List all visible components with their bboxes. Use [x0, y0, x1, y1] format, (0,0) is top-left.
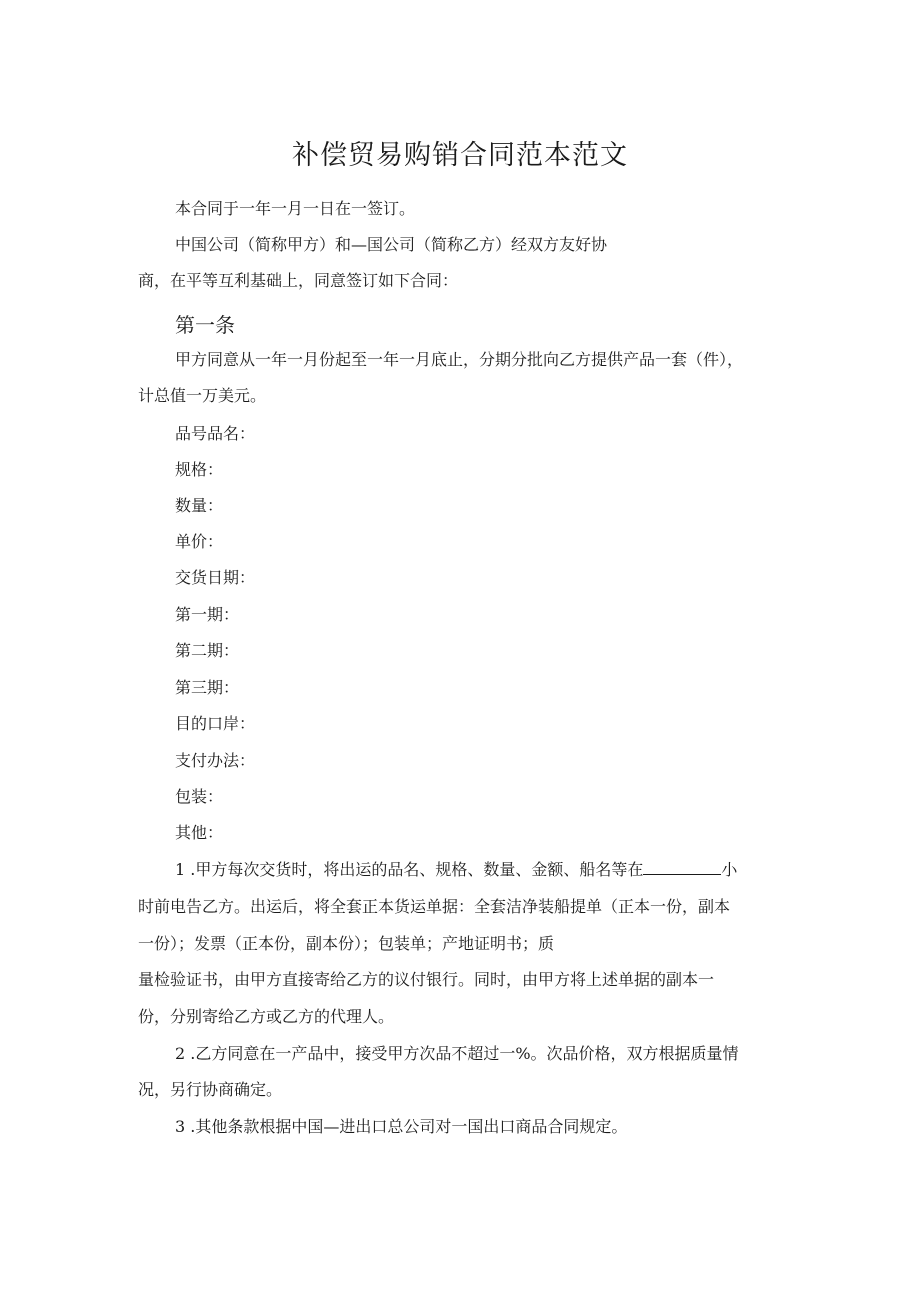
article-1-heading: 第一条	[175, 313, 235, 337]
field-phase-1: 第一期：	[175, 605, 240, 624]
intro-line-2: 中国公司（简称甲方）和—国公司（简称乙方）经双方友好协	[175, 235, 608, 254]
clause-1-line-4: 量检验证书，由甲方直接寄给乙方的议付银行。同时，由甲方将上述单据的副本一	[138, 970, 715, 989]
field-delivery-date: 交货日期：	[175, 568, 256, 587]
field-other: 其他：	[175, 823, 224, 842]
field-unit-price: 单价：	[175, 532, 224, 551]
field-packaging: 包装：	[175, 787, 224, 806]
clause-1-text-before-blank: 1 .甲方每次交货时，将出运的品名、规格、数量、金额、船名等在	[175, 860, 644, 879]
clause-3-line-1: 3 .其他条款根据中国—进出口总公司对一国出口商品合同规定。	[175, 1117, 628, 1136]
document-title: 补偿贸易购销合同范本范文	[292, 140, 628, 171]
clause-2-line-1: 2 .乙方同意在一产品中，接受甲方次品不超过一%。次品价格，双方根据质量情	[175, 1044, 739, 1063]
clause-1-line-5: 份，分别寄给乙方或乙方的代理人。	[138, 1007, 395, 1026]
field-specification: 规格：	[175, 460, 224, 479]
field-destination-port: 目的口岸：	[175, 714, 256, 733]
field-phase-3: 第三期：	[175, 678, 240, 697]
clause-1-line-3: 一份）；发票（正本份，副本份）；包装单；产地证明书；质	[138, 934, 555, 953]
field-quantity: 数量：	[175, 496, 224, 515]
article-1-paragraph-line-1: 甲方同意从一年一月份起至一年一月底止，分期分批向乙方提供产品一套（件），	[175, 350, 744, 369]
clause-1-line-1	[175, 858, 737, 882]
hours-blank	[643, 858, 721, 875]
field-product-name: 品号品名：	[175, 424, 256, 443]
intro-line-1: 本合同于一年一月一日在一签订。	[175, 199, 416, 218]
article-1-paragraph-line-2: 计总值一万美元。	[138, 386, 267, 405]
clause-2-line-2: 况，另行协商确定。	[138, 1080, 283, 1099]
field-phase-2: 第二期：	[175, 641, 240, 660]
clause-1-line-2: 时前电告乙方。出运后，将全套正本货运单据：全套洁净装船提单（正本一份，副本	[138, 897, 731, 916]
clause-1-text-after-blank: 小	[721, 860, 738, 879]
field-payment-method: 支付办法：	[175, 751, 256, 770]
intro-line-3: 商，在平等互利基础上，同意签订如下合同：	[138, 271, 459, 290]
